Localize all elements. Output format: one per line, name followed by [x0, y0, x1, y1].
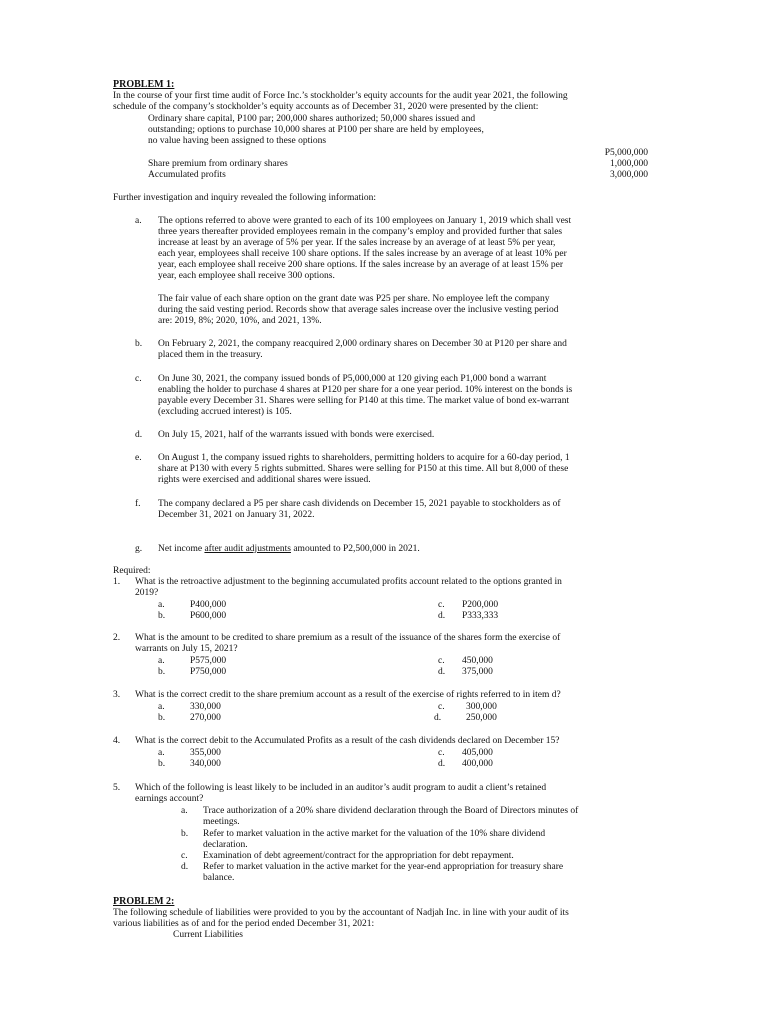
choice-text: 340,000: [190, 759, 221, 769]
item-c-line: enabling the holder to purchase 4 shares at P120 per share for a one year period. 10% interest on the bonds is: [158, 385, 573, 395]
choice-text: 250,000: [466, 713, 497, 723]
item-a-line: are: 2019, 8%; 2020, 10%, and 2021, 13%.: [158, 316, 322, 326]
choice-text: Trace authorization of a 20% share dividend declaration through the Board of Directors minutes of: [203, 806, 579, 816]
choice-letter: c.: [181, 851, 188, 861]
item-a-line: The fair value of each share option on the grant date was P25 per share. No employee left the company: [158, 294, 550, 304]
problem1-intro-line: In the course of your first time audit of Force Inc.’s stockholder’s equity accounts for the audit year 2021, the following: [113, 91, 568, 101]
further-investigation-text: Further investigation and inquiry revealed the following information:: [113, 193, 377, 203]
problem1-heading: PROBLEM 1:: [113, 79, 175, 90]
choice-text: P200,000: [462, 600, 499, 610]
item-a-line: increase at least by an average of 5% per year. If the sales increase by an average of at least 5% per year,: [158, 238, 556, 248]
item-b-line: On February 2, 2021, the company reacquired 2,000 ordinary shares on December 30 at P120 per share and: [158, 339, 567, 349]
choice-letter: c.: [438, 656, 445, 666]
schedule-ordinary-line: outstanding; options to purchase 10,000 shares at P100 per share are held by employees,: [148, 125, 484, 135]
choice-text: meetings.: [203, 817, 240, 827]
item-letter: b.: [135, 339, 143, 349]
item-c-line: On June 30, 2021, the company issued bonds of P5,000,000 at 120 giving each P1,000 bond a warrant: [158, 374, 547, 384]
item-g-line: [158, 544, 420, 556]
item-letter: a.: [135, 216, 142, 226]
problem2-intro-line: The following schedule of liabilities were provided to you by the accountant of Nadjah Inc. in line with your audit of its: [113, 908, 569, 918]
item-e-line: rights were exercised and additional shares were issued.: [158, 475, 371, 485]
item-f-line: December 31, 2021 on January 31, 2022.: [158, 510, 315, 520]
schedule-ordinary-amount: P5,000,000: [604, 148, 648, 158]
question-4-line: What is the correct debit to the Accumulated Profits as a result of the cash dividends declared on December 15?: [135, 736, 560, 746]
choice-letter: d.: [438, 759, 446, 769]
item-letter: f.: [135, 499, 141, 509]
choice-text: 270,000: [190, 713, 221, 723]
choice-letter: a.: [181, 806, 188, 816]
choice-letter: a.: [158, 600, 165, 610]
choice-text: Refer to market valuation in the active market for the year-end appropriation for treasury share: [203, 862, 564, 872]
question-3-line: What is the correct credit to the share premium account as a result of the exercise of rights referred to in item d?: [135, 690, 561, 700]
problem2-heading: PROBLEM 2:: [113, 896, 175, 907]
choice-letter: b.: [158, 667, 166, 677]
question-number: 1.: [113, 577, 121, 587]
question-number: 2.: [113, 633, 121, 643]
choice-letter: c.: [438, 600, 445, 610]
choice-text: 400,000: [462, 759, 493, 769]
choice-letter: d.: [438, 611, 446, 621]
choice-letter: b.: [158, 759, 166, 769]
problem2-intro-line: various liabilities as of and for the period ended December 31, 2021:: [113, 919, 375, 929]
choice-letter: c.: [438, 702, 445, 712]
item-a-line: The options referred to above were granted to each of its 100 employees on January 1, 2019 which shall vest: [158, 216, 572, 226]
choice-text: P400,000: [190, 600, 227, 610]
choice-text: 355,000: [190, 748, 221, 758]
schedule-ordinary-line: Ordinary share capital, P100 par; 200,000 shares authorized; 50,000 shares issued and: [148, 114, 476, 124]
schedule-premium-amount: 1,000,000: [610, 159, 648, 169]
item-d-line: On July 15, 2021, half of the warrants issued with bonds were exercised.: [158, 430, 435, 440]
question-2-line: warrants on July 15, 2021?: [135, 644, 238, 654]
item-f-line: The company declared a P5 per share cash dividends on December 15, 2021 payable to stockholders as of: [158, 499, 561, 509]
required-label: Required:: [113, 566, 151, 576]
item-letter: c.: [135, 374, 142, 384]
choice-letter: a.: [158, 702, 165, 712]
item-letter: e.: [135, 453, 142, 463]
item-b-line: placed them in the treasury.: [158, 350, 263, 360]
item-a-line: year, each employee shall receive 200 share options. If the sales increase by an average of at least 15% per: [158, 260, 564, 270]
question-5-line: Which of the following is least likely to be included in an auditor’s audit program to audit a client’s retained: [135, 783, 547, 793]
current-liabilities-label: Current Liabilities: [173, 930, 243, 940]
choice-letter: a.: [158, 656, 165, 666]
question-5-line: earnings account?: [135, 794, 204, 804]
choice-letter: a.: [158, 748, 165, 758]
choice-letter: d.: [434, 713, 442, 723]
item-g-underlined: after audit adjustments: [204, 544, 291, 554]
choice-text: Refer to market valuation in the active market for the valuation of the 10% share dividend: [203, 829, 546, 839]
item-a-line: during the said vesting period. Records show that average sales increase over the inclusive vesting period: [158, 305, 559, 315]
choice-text: P575,000: [190, 656, 227, 666]
question-number: 3.: [113, 690, 121, 700]
item-e-line: On August 1, the company issued rights to shareholders, permitting holders to acquire for a 60-day period, 1: [158, 453, 570, 463]
item-e-line: share at P130 with every 5 rights submitted. Shares were selling for P150 at this time. All but 8,000 of these: [158, 464, 569, 474]
choice-letter: d.: [181, 862, 189, 872]
choice-text: 450,000: [462, 656, 493, 666]
choice-letter: d.: [438, 667, 446, 677]
problem1-intro-line: schedule of the company’s stockholder’s equity accounts as of December 31, 2020 were presented by the client:: [113, 102, 539, 112]
question-number: 5.: [113, 783, 121, 793]
item-a-line: year, each employee shall receive 300 options.: [158, 271, 335, 281]
choice-text: balance.: [203, 873, 235, 883]
item-g-pre: Net income: [158, 544, 205, 554]
item-letter: d.: [135, 430, 143, 440]
choice-text: 330,000: [190, 702, 221, 712]
choice-text: P600,000: [190, 611, 227, 621]
item-a-line: each year, employees shall receive 100 share options. If the sales increase by an average of at least 10% per: [158, 249, 567, 259]
question-2-line: What is the amount to be credited to share premium as a result of the issuance of the shares form the exercise of: [135, 633, 561, 643]
question-number: 4.: [113, 736, 121, 746]
choice-text: P333,333: [462, 611, 499, 621]
schedule-ordinary-line: no value having been assigned to these options: [148, 136, 327, 146]
choice-text: P750,000: [190, 667, 227, 677]
item-a-line: three years thereafter provided employees remain in the company’s employ and provided further that sales: [158, 227, 563, 237]
choice-letter: b.: [181, 829, 189, 839]
schedule-profits-amount: 3,000,000: [610, 170, 648, 180]
question-1-line: 2019?: [135, 588, 159, 598]
choice-text: declaration.: [203, 840, 248, 850]
choice-letter: c.: [438, 748, 445, 758]
question-1-line: What is the retroactive adjustment to the beginning accumulated profits account related to the options granted in: [135, 577, 562, 587]
item-letter: g.: [135, 544, 143, 554]
choice-text: 300,000: [466, 702, 497, 712]
schedule-profits-label: Accumulated profits: [148, 170, 226, 180]
schedule-premium-label: Share premium from ordinary shares: [148, 159, 288, 169]
choice-letter: b.: [158, 713, 166, 723]
choice-letter: b.: [158, 611, 166, 621]
choice-text: 405,000: [462, 748, 493, 758]
item-c-line: payable every December 31. Shares were selling for P140 at this time. The market value of bond ex-warrant: [158, 396, 570, 406]
item-g-post: amounted to P2,500,000 in 2021.: [290, 544, 420, 554]
choice-text: 375,000: [462, 667, 493, 677]
item-c-line: (excluding accrued interest) is 105.: [158, 407, 292, 417]
choice-text: Examination of debt agreement/contract for the appropriation for debt repayment.: [203, 851, 514, 861]
